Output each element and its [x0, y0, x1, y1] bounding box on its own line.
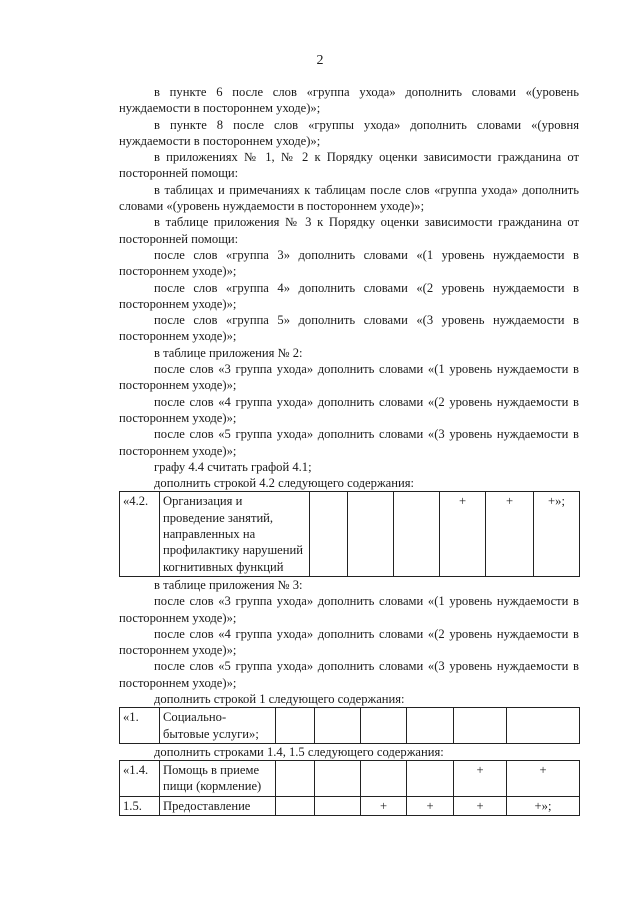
- paragraph: после слов «группа 4» дополнить словами «(2 уровень нуждаемости в постороннем уходе)»;: [119, 280, 579, 311]
- table-cell: +»;: [534, 492, 580, 576]
- row-name: Социально-бытовые услуги»;: [160, 708, 276, 744]
- table-row-4-2: [119, 491, 580, 576]
- paragraph: после слов «группа 3» дополнить словами «(1 уровень нуждаемости в постороннем уходе)»;: [119, 247, 579, 279]
- table-cell: +: [486, 492, 534, 576]
- paragraph: графу 4.4 считать графой 4.1;: [154, 459, 312, 474]
- table-cell: [310, 492, 348, 576]
- heading-appendix-2: в таблице приложения № 2:: [154, 345, 303, 360]
- row-name: Организация и проведение занятий, направленных на профилактику нарушений когнитивных функций: [160, 492, 310, 576]
- row-number: «1.4.: [120, 761, 160, 797]
- row-number: 1.5.: [120, 796, 160, 815]
- document-body: [119, 84, 579, 816]
- table-row-1: [119, 707, 580, 744]
- paragraph: в пункте 8 после слов «группы ухода» дополнить словами «(уровня нуждаемости в постороннем уходе)»;: [119, 117, 579, 148]
- table-cell: [276, 796, 315, 815]
- table-cell: +: [454, 796, 507, 815]
- table-row: [120, 796, 580, 815]
- row-name: Помощь в приеме пищи (кормление): [160, 761, 276, 797]
- paragraph: после слов «3 группа ухода» дополнить словами «(1 уровень нуждаемости в постороннем уходе)»;: [119, 594, 579, 625]
- table-cell: +: [507, 761, 580, 797]
- table-cell: +: [440, 492, 486, 576]
- table-cell: [348, 492, 394, 576]
- paragraph: после слов «4 группа ухода» дополнить словами «(2 уровень нуждаемости в постороннем уходе)»;: [119, 626, 579, 658]
- paragraph: в пункте 6 после слов «группа ухода» дополнить словами «(уровень нуждаемости в постороннем уходе)»;: [119, 85, 579, 116]
- table-cell: +»;: [507, 796, 580, 815]
- row-name: Предоставление: [160, 796, 276, 815]
- paragraph: после слов «4 группа ухода» дополнить словами «(2 уровень нуждаемости в постороннем уходе)»;: [119, 394, 579, 425]
- table-cell: +: [361, 796, 407, 815]
- paragraph: дополнить строками 1.4, 1.5 следующего содержания:: [154, 744, 444, 759]
- paragraph: после слов «3 группа ухода» дополнить словами «(1 уровень нуждаемости в постороннем уходе)»;: [119, 362, 579, 393]
- table-cell: [315, 796, 361, 815]
- paragraph: в таблицах и примечаниях к таблицам после слов «группа ухода» дополнить словами «(уровень нуждаемости в постороннем уходе)»;: [119, 182, 579, 214]
- paragraph: в таблице приложения № 3 к Порядку оценки зависимости гражданина от посторонней помощи:: [119, 215, 579, 246]
- table-row: [120, 708, 580, 744]
- paragraph: дополнить строкой 4.2 следующего содержания:: [154, 476, 415, 491]
- heading-appendix-3: в таблице приложения № 3:: [154, 577, 303, 592]
- page-number: 2: [316, 53, 324, 68]
- table-row: [120, 761, 580, 797]
- table-cell: [394, 492, 440, 576]
- table-cell: [276, 761, 315, 797]
- table-rows-1-4-1-5: [119, 760, 580, 816]
- row-number: «1.: [120, 708, 160, 744]
- table-cell: [407, 761, 454, 797]
- table-cell: +: [407, 796, 454, 815]
- table-cell: [361, 761, 407, 797]
- paragraph: после слов «группа 5» дополнить словами «(3 уровень нуждаемости в постороннем уходе)»;: [119, 313, 579, 344]
- paragraph: дополнить строкой 1 следующего содержания:: [154, 691, 405, 706]
- paragraph: после слов «5 группа ухода» дополнить словами «(3 уровень нуждаемости в постороннем уходе)»;: [119, 659, 579, 690]
- paragraph: в приложениях № 1, № 2 к Порядку оценки зависимости гражданина от посторонней помощи:: [119, 150, 579, 181]
- table-cell: +: [454, 761, 507, 797]
- table-cell: [315, 761, 361, 797]
- paragraph: после слов «5 группа ухода» дополнить словами «(3 уровень нуждаемости в постороннем уходе)»;: [119, 427, 579, 458]
- row-number: «4.2.: [120, 492, 160, 576]
- table-row: [120, 492, 580, 576]
